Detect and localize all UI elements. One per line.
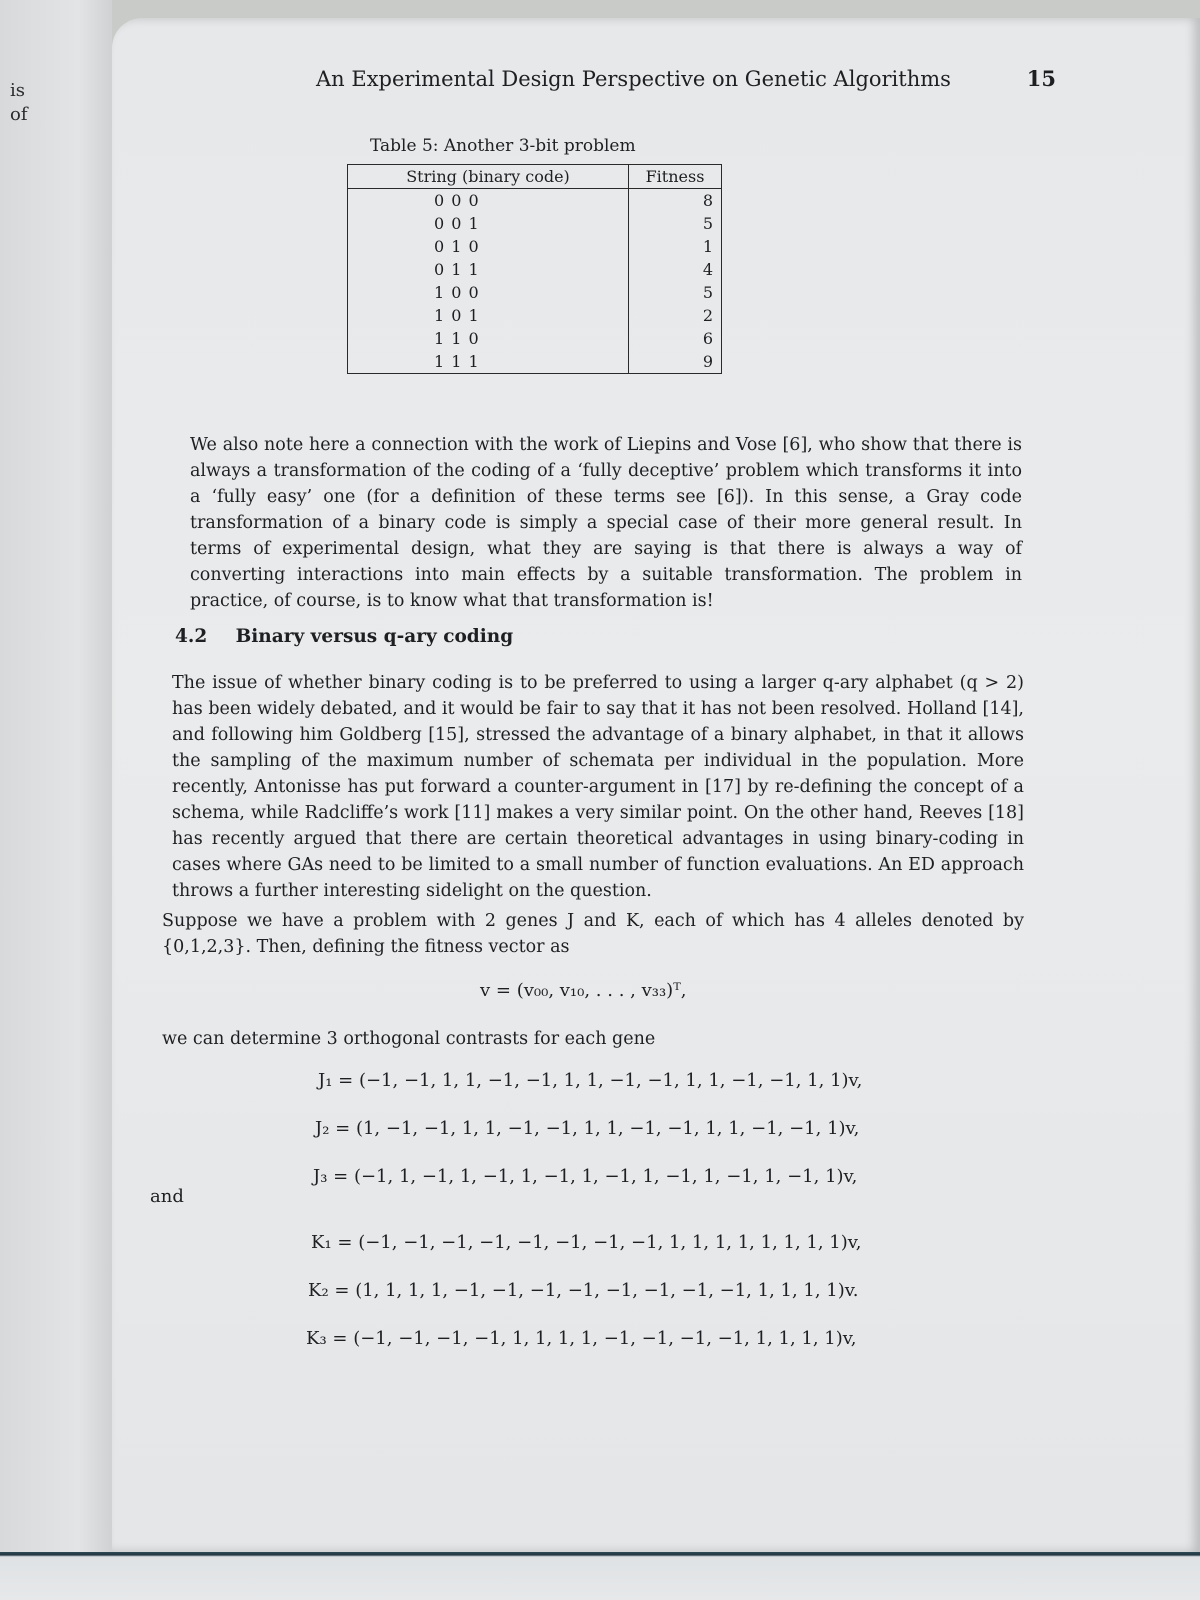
table-caption: Table 5: Another 3-bit problem <box>370 136 636 156</box>
margin-text: is <box>10 80 25 101</box>
paragraph: we can determine 3 orthogonal contrasts for each gene <box>162 1029 656 1049</box>
fitness-vector-equation: v = (v₀₀, v₁₀, . . . , v₃₃)ᵀ, <box>480 980 687 1001</box>
previous-page-edge <box>0 0 112 1552</box>
page-number: 15 <box>1026 66 1056 91</box>
section-title: Binary versus q-ary coding <box>235 626 514 647</box>
cell-fitness: 5 <box>629 212 722 235</box>
section-heading <box>175 626 513 647</box>
cell-fitness: 8 <box>629 189 722 213</box>
table-row <box>348 235 722 258</box>
equation-k1: K₁ = (−1, −1, −1, −1, −1, −1, −1, −1, 1, 1, 1, 1, 1, 1, 1, 1)v, <box>311 1232 862 1253</box>
cell-fitness: 1 <box>629 235 722 258</box>
cell-fitness: 2 <box>629 304 722 327</box>
cell-fitness: 6 <box>629 327 722 350</box>
conjunction-text: and <box>150 1186 184 1207</box>
paragraph: The issue of whether binary coding is to be preferred to using a larger q-ary alphabet (q > 2) has been widely debated, and it would be fair to say that it has not been resolved. Holland [14], and following him Goldberg [15], stressed the advantage of a binary alphabet, in that it allows the sampling of the maximum number of schemata per individual in the population. More recently, Antonisse has put forward a counter-argument in [17] by re-defining the concept of a schema, while Radcliffe’s work [11] makes a very similar point. On the other hand, Reeves [18] has recently argued that there are certain theoretical advantages in using binary-coding in cases where GAs need to be limited to a small number of function evaluations. An ED approach throws a further interesting sidelight on the question. <box>172 673 1024 901</box>
cell-code: 0 0 0 <box>348 189 629 213</box>
equation-k2: K₂ = (1, 1, 1, 1, −1, −1, −1, −1, −1, −1, −1, −1, 1, 1, 1, 1)v. <box>308 1280 859 1301</box>
margin-text: of <box>10 104 28 125</box>
cell-fitness: 5 <box>629 281 722 304</box>
cell-code: 0 1 1 <box>348 258 629 281</box>
paragraph: Suppose we have a problem with 2 genes J and K, each of which has 4 alleles denoted by {0,1,2,3}. Then, defining the fitness vector as <box>162 911 1024 957</box>
table-row <box>348 304 722 327</box>
fitness-table <box>347 164 722 374</box>
cell-fitness: 4 <box>629 258 722 281</box>
table-row <box>348 258 722 281</box>
equation-k3: K₃ = (−1, −1, −1, −1, 1, 1, 1, 1, −1, −1, −1, −1, 1, 1, 1, 1)v, <box>306 1328 857 1349</box>
running-head-title: An Experimental Design Perspective on Genetic Algorithms <box>316 67 951 91</box>
cell-code: 0 0 1 <box>348 212 629 235</box>
cell-fitness: 9 <box>629 350 722 374</box>
book-cover-edge <box>0 1552 1200 1600</box>
column-header: Fitness <box>629 165 722 189</box>
running-head <box>316 66 1056 91</box>
cell-code: 1 1 0 <box>348 327 629 350</box>
equation-j3: J₃ = (−1, 1, −1, 1, −1, 1, −1, 1, −1, 1, −1, 1, −1, 1, −1, 1)v, <box>313 1166 858 1187</box>
cell-code: 1 0 0 <box>348 281 629 304</box>
equation-j2: J₂ = (1, −1, −1, 1, 1, −1, −1, 1, 1, −1, −1, 1, 1, −1, −1, 1)v, <box>315 1118 860 1139</box>
column-header: String (binary code) <box>348 165 629 189</box>
cell-code: 0 1 0 <box>348 235 629 258</box>
table-row <box>348 212 722 235</box>
paragraph: We also note here a connection with the work of Liepins and Vose [6], who show that there is always a transformation of the coding of a ‘fully deceptive’ problem which transforms it into a ‘fully easy’ one (for a definition of these terms see [6]). In this sense, a Gray code transformation of a binary code is simply a special case of their more general result. In terms of experimental design, what they are saying is that there is always a way of converting interactions into main effects by a suitable transformation. The problem in practice, of course, is to know what that transformation is! <box>190 435 1022 611</box>
table-row <box>348 281 722 304</box>
table-row <box>348 350 722 374</box>
table-row <box>348 327 722 350</box>
cell-code: 1 0 1 <box>348 304 629 327</box>
cell-code: 1 1 1 <box>348 350 629 374</box>
section-number: 4.2 <box>175 626 208 647</box>
table-row <box>348 189 722 213</box>
equation-j1: J₁ = (−1, −1, 1, 1, −1, −1, 1, 1, −1, −1, 1, 1, −1, −1, 1, 1)v, <box>318 1070 863 1091</box>
